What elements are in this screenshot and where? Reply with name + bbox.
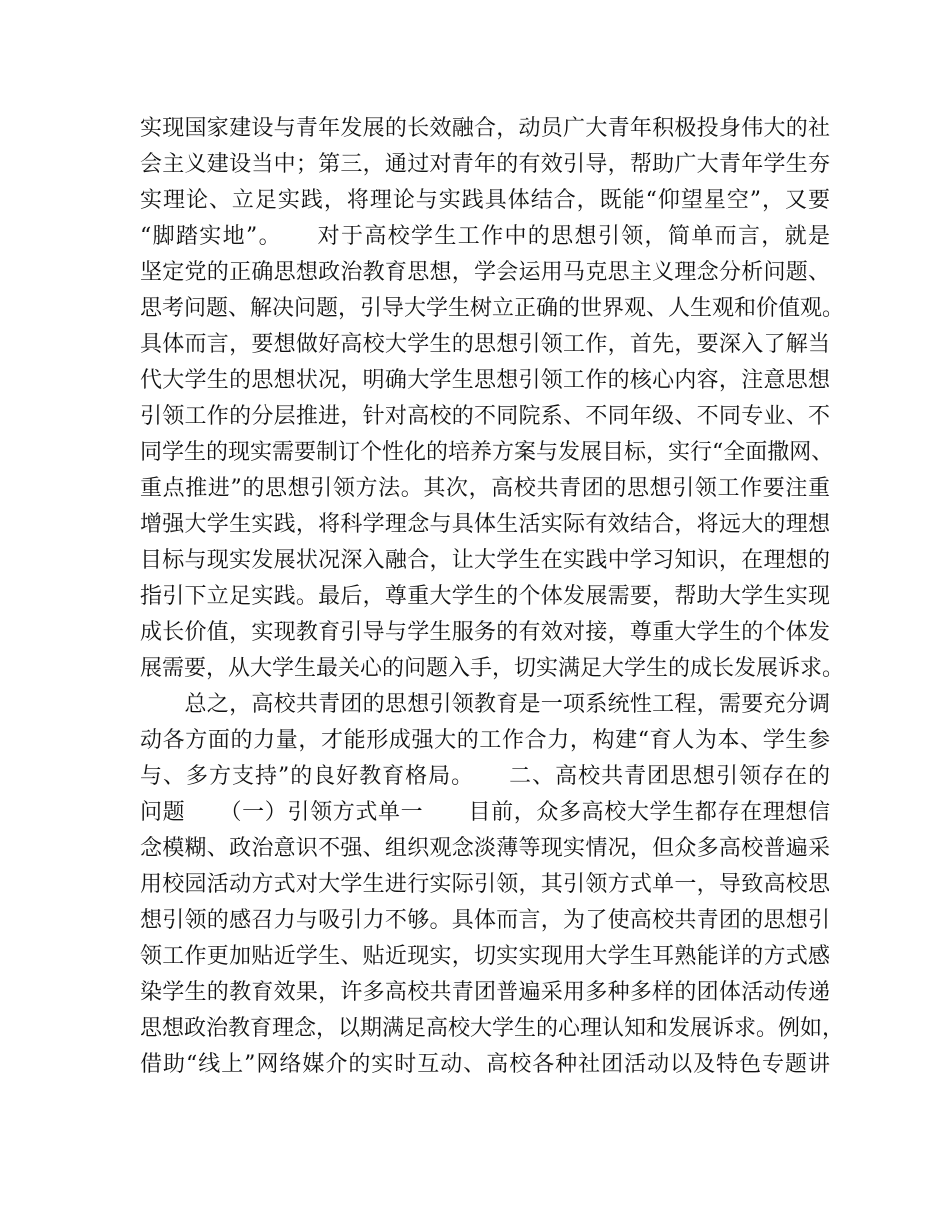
text-line: 成长价值，实现教育引导与学生服务的有效对接，尊重大学生的个体发 [140, 620, 830, 645]
text-line: 与、多方支持”的良好教育格局。 二、高校共青团思想引领存在的 [140, 764, 830, 789]
text-line: 思考问题、解决问题，引导大学生树立正确的世界观、人生观和价值观。 [140, 296, 845, 321]
text-line: 借助“线上”网络媒介的实时互动、高校各种社团活动以及特色专题讲 [140, 1052, 830, 1077]
text-line: 实理论、立足实践，将理论与实践具体结合，既能“仰望星空”，又要 [140, 188, 830, 213]
text-line: 代大学生的思想状况，明确大学生思想引领工作的核心内容，注意思想 [140, 368, 830, 393]
text-line: 坚定党的正确思想政治教育思想，学会运用马克思主义理念分析问题、 [140, 260, 830, 285]
text-line: 实现国家建设与青年发展的长效融合，动员广大青年积极投身伟大的社 [140, 116, 830, 141]
text-line: 目标与现实发展状况深入融合，让大学生在实践中学习知识，在理想的 [140, 548, 830, 573]
text-line: 动各方面的力量，才能形成强大的工作合力，构建“育人为本、学生参 [140, 728, 830, 753]
text-line: 用校园活动方式对大学生进行实际引领，其引领方式单一，导致高校思 [140, 872, 830, 897]
text-line: 同学生的现实需要制订个性化的培养方案与发展目标，实行“全面撒网、 [140, 440, 834, 465]
text-line: 染学生的教育效果，许多高校共青团普遍采用多种多样的团体活动传递 [140, 980, 830, 1005]
text-line: 具体而言，要想做好高校大学生的思想引领工作，首先，要深入了解当 [140, 332, 830, 357]
text-line: 念模糊、政治意识不强、组织观念淡薄等现实情况，但众多高校普遍采 [140, 836, 830, 861]
text-line: 想引领的感召力与吸引力不够。具体而言，为了使高校共青团的思想引 [140, 908, 830, 933]
text-line: 增强大学生实践，将科学理念与具体生活实际有效结合，将远大的理想 [140, 512, 830, 537]
text-line: 思想政治教育理念，以期满足高校大学生的心理认知和发展诉求。例如， [140, 1016, 845, 1041]
text-line: “脚踏实地”。 对于高校学生工作中的思想引领，简单而言，就是 [140, 224, 830, 249]
text-line: 重点推进”的思想引领方法。其次，高校共青团的思想引领工作要注重 [140, 476, 830, 501]
text-line: 引领工作的分层推进，针对高校的不同院系、不同年级、不同专业、不 [140, 404, 830, 429]
text-line: 指引下立足实践。最后，尊重大学生的个体发展需要，帮助大学生实现 [140, 584, 830, 609]
text-line: 展需要，从大学生最关心的问题入手，切实满足大学生的成长发展诉求。 [140, 656, 845, 681]
text-line: 问题 （一）引领方式单一 目前，众多高校大学生都存在理想信 [140, 800, 830, 825]
text-line: 领工作更加贴近学生、贴近现实，切实实现用大学生耳熟能详的方式感 [140, 944, 830, 969]
text-line: 会主义建设当中；第三，通过对青年的有效引导，帮助广大青年学生夯 [140, 152, 830, 177]
body-text [140, 111, 845, 1083]
text-line: 总之，高校共青团的思想引领教育是一项系统性工程，需要充分调 [140, 692, 830, 717]
